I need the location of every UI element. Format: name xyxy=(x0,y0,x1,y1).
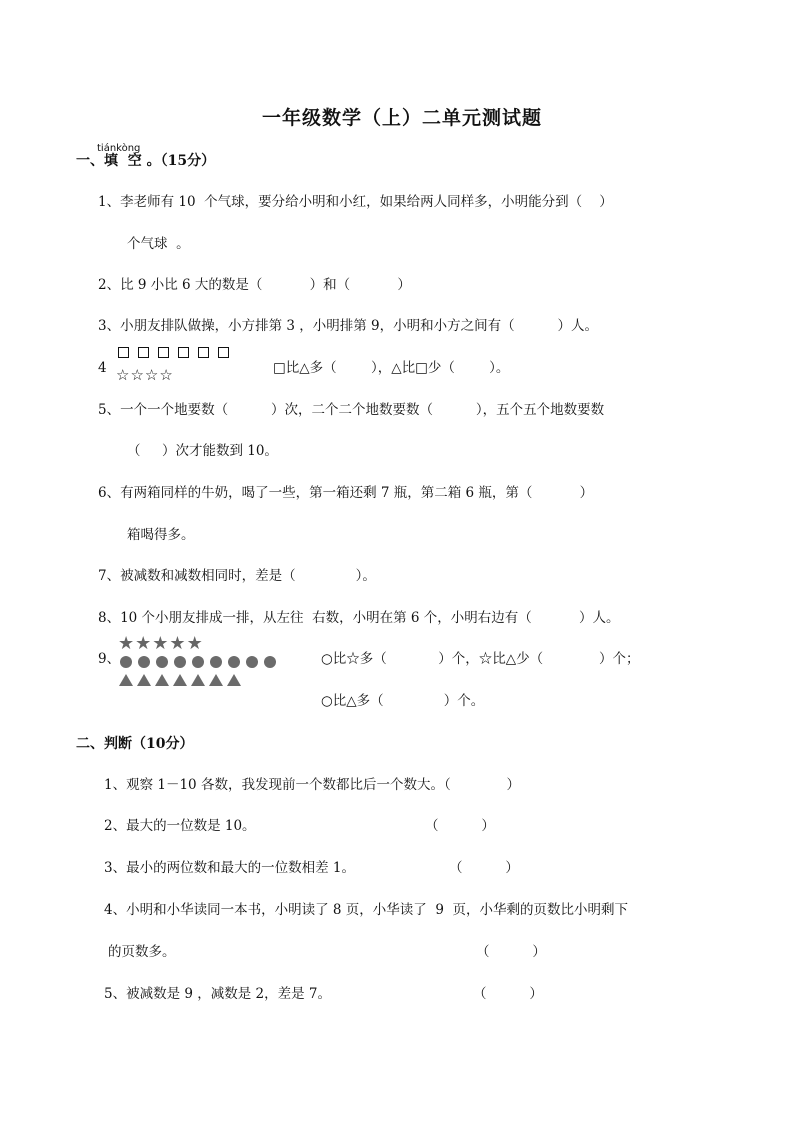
q9-stars-row xyxy=(118,635,203,653)
triangle-shape xyxy=(227,674,241,686)
section-heading-fill-blank: 一、填 空 。（15分） xyxy=(76,153,216,169)
judge-4-line2: 的页数多。 xyxy=(108,944,176,960)
triangle-shape xyxy=(137,674,151,686)
q9-triangles-row xyxy=(119,674,241,686)
question-5-line2: （ ）次才能数到 10。 xyxy=(127,443,278,459)
page-title: 一年级数学（上）二单元测试题 xyxy=(262,107,543,129)
question-1-line1: 1、李老师有 10 个气球，要分给小明和小红，如果给两人同样多，小明能分到（ ） xyxy=(98,194,613,210)
circle-shape xyxy=(264,656,276,668)
circle-shape xyxy=(120,656,132,668)
question-9-number: 9、 xyxy=(98,651,121,667)
judge-3-answer-paren: （ ） xyxy=(449,860,519,876)
circle-shape xyxy=(192,656,204,668)
triangle-shape xyxy=(209,674,223,686)
star-shape: ★ xyxy=(152,633,169,654)
question-3: 3、小朋友排队做操，小方排第 3 ，小明排第 9，小明和小方之间有（ ）人。 xyxy=(98,318,599,334)
judge-3: 3、最小的两位数和最大的一位数相差 1。 xyxy=(104,860,355,876)
square-shape xyxy=(158,347,169,358)
question-6-line2: 箱喝得多。 xyxy=(127,527,195,543)
circle-shape xyxy=(246,656,258,668)
question-6-line1: 6、有两箱同样的牛奶，喝了一些，第一箱还剩 7 瓶，第二箱 6 瓶，第（ ） xyxy=(98,485,594,501)
star-shape: ★ xyxy=(169,633,186,654)
question-1-line2: 个气球 。 xyxy=(127,236,190,252)
star-shape: ★ xyxy=(118,633,135,654)
section-heading-judge: 二、判断（10分） xyxy=(76,736,194,752)
question-8: 8、10 个小朋友排成一排，从左往 右数，小明在第 6 个，小明右边有（ ）人。 xyxy=(98,610,620,626)
square-shape xyxy=(118,347,129,358)
square-shape xyxy=(218,347,229,358)
question-2: 2、比 9 小比 6 大的数是（ ）和（ ） xyxy=(98,277,411,293)
q4-star-outline-row: ☆☆☆☆ xyxy=(116,366,174,384)
star-shape: ★ xyxy=(135,633,152,654)
star-shape: ★ xyxy=(186,633,203,654)
question-7: 7、被减数和减数相同时，差是（ ）。 xyxy=(98,568,376,584)
circle-shape xyxy=(228,656,240,668)
judge-5: 5、被减数是 9 ，减数是 2，差是 7。 xyxy=(104,986,332,1002)
circle-shape xyxy=(138,656,150,668)
triangle-shape xyxy=(191,674,205,686)
square-shape xyxy=(178,347,189,358)
judge-1: 1、观察 1－10 各数，我发现前一个数都比后一个数大。（ ） xyxy=(104,777,520,793)
judge-2-answer-paren: （ ） xyxy=(425,818,495,834)
square-shape xyxy=(198,347,209,358)
judge-4-line1: 4、小明和小华读同一本书，小明读了 8 页，小华读了 9 页，小华剩的页数比小明剩下 xyxy=(104,902,629,918)
judge-4-answer-paren: （ ） xyxy=(476,944,546,960)
circle-shape xyxy=(210,656,222,668)
question-5-line1: 5、一个一个地要数（ ）次，二个二个地数要数（ ），五个五个地数要数 xyxy=(98,402,605,418)
judge-5-answer-paren: （ ） xyxy=(473,986,543,1002)
question-9-line1: ○比☆多（ ）个，☆比△少（ ）个； xyxy=(321,651,640,667)
square-shape xyxy=(138,347,149,358)
pinyin-annotation: tiánkòng xyxy=(97,143,141,154)
judge-2: 2、最大的一位数是 10。 xyxy=(104,818,256,834)
triangle-shape xyxy=(119,674,133,686)
triangle-shape xyxy=(173,674,187,686)
circle-shape xyxy=(156,656,168,668)
triangle-shape xyxy=(155,674,169,686)
circle-shape xyxy=(174,656,186,668)
question-4-number: 4 xyxy=(98,360,107,376)
q4-squares-row xyxy=(118,347,229,358)
question-9-line2: ○比△多（ ）个。 xyxy=(321,693,485,709)
q9-dots-row xyxy=(120,656,276,668)
question-4-text: □比△多（ ），△比□少（ ）。 xyxy=(273,360,510,376)
